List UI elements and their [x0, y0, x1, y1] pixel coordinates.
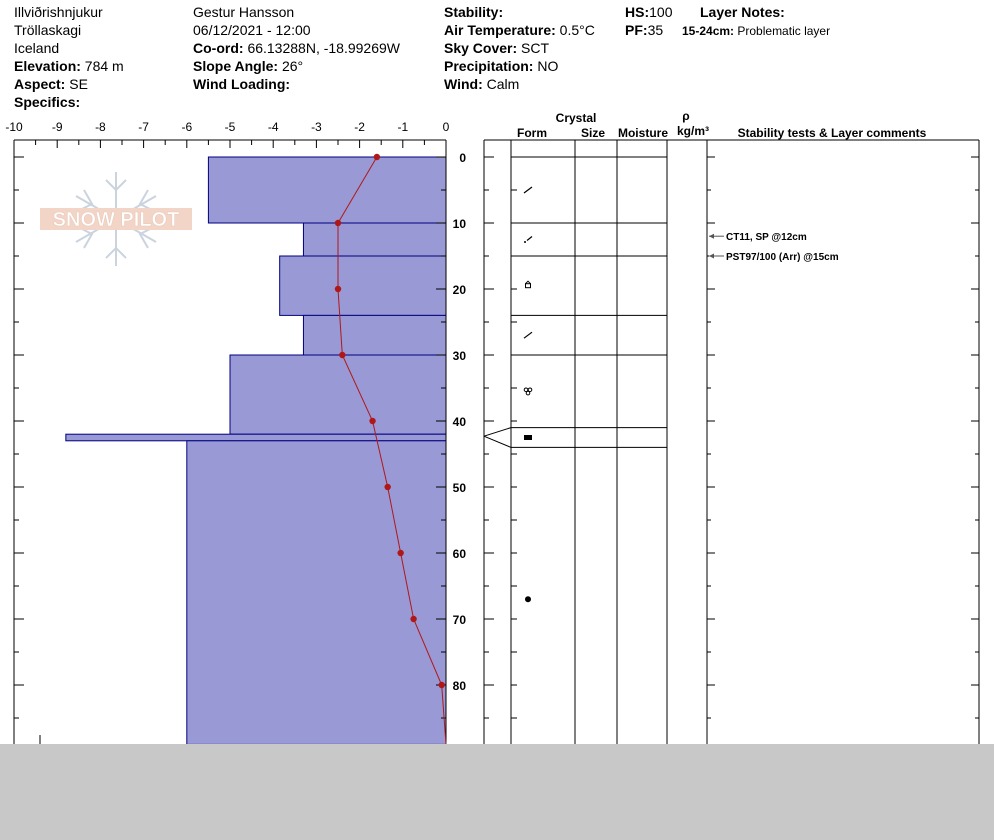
temperature-point — [335, 220, 341, 226]
layer-table — [484, 109, 979, 744]
comment-arrow-head — [709, 234, 714, 239]
region-name: Tröllaskagi — [14, 22, 82, 38]
depth-tick-label: 20 — [452, 283, 466, 297]
pf-value: 35 — [647, 22, 664, 38]
x-tick-label: -9 — [51, 120, 63, 134]
sky-cover-value: SCT — [521, 40, 550, 56]
temperature-point — [384, 484, 390, 490]
snow-pilot-logo — [40, 172, 192, 266]
slope-label: Slope Angle: — [193, 58, 279, 74]
hardness-bars — [66, 157, 446, 744]
depth-tick-label: 30 — [452, 349, 466, 363]
layer-map-line — [484, 428, 511, 437]
depth-tick-label: 40 — [452, 415, 466, 429]
specifics-label: Specifics: — [14, 94, 81, 110]
observer-name: Gestur Hansson — [193, 4, 295, 20]
moisture-header: Moisture — [617, 126, 669, 140]
depth-tick-label: 70 — [452, 613, 466, 627]
country-name: Iceland — [14, 40, 60, 56]
size-header: Size — [580, 126, 606, 140]
hs-value: 100 — [649, 4, 673, 20]
depth-tick-label: 50 — [452, 481, 466, 495]
temperature-point — [335, 286, 341, 292]
sky-cover-label: Sky Cover: — [444, 40, 518, 56]
decomposing-fragments-icon — [524, 187, 532, 193]
crystal-header: Crystal — [555, 111, 597, 125]
depth-tick-label: 60 — [452, 547, 466, 561]
melt-forms-icon — [525, 596, 531, 602]
logo-text: SNOW PILOT — [52, 209, 180, 231]
x-tick-label: -3 — [311, 120, 322, 134]
form-box — [526, 284, 531, 288]
air-temp-value: 0.5°C — [559, 22, 595, 38]
form-header: Form — [517, 126, 547, 140]
form-stroke — [524, 332, 532, 338]
density-unit-header: kg/m³ — [676, 124, 710, 138]
aspect-label: Aspect: — [14, 76, 66, 92]
stability-comment: CT11, SP @12cm — [726, 232, 807, 244]
form-ice — [524, 435, 532, 440]
hs-label: HS: — [625, 4, 650, 20]
temperature-point — [374, 154, 380, 160]
layer-note-range: 15-24cm: — [682, 24, 735, 38]
depth-tick-label: 80 — [452, 679, 466, 693]
stability-comment: PST97/100 (Arr) @15cm — [726, 252, 839, 263]
x-tick-label: -1 — [397, 120, 409, 134]
wind-value: Calm — [486, 76, 520, 92]
x-tick-label: -10 — [5, 120, 23, 134]
wind-loading-label: Wind Loading: — [193, 76, 291, 92]
hardness-layer-bar — [187, 441, 446, 744]
rounded-grains-icon — [524, 388, 532, 395]
faceted-crystal-icon — [526, 281, 531, 288]
pf-label: PF: — [625, 22, 648, 38]
x-tick-label: -2 — [354, 120, 365, 134]
rho-header: ρ — [682, 109, 690, 123]
form-stroke — [527, 237, 532, 241]
temperature-point — [438, 682, 444, 688]
x-tick-label: -4 — [267, 120, 279, 134]
hardness-layer-bar — [230, 355, 446, 434]
coord-label: Co-ord: — [193, 40, 244, 56]
x-tick-label: -7 — [138, 120, 149, 134]
hardness-layer-bar — [303, 315, 446, 355]
air-temp-label: Air Temperature: — [444, 22, 556, 38]
form-stroke — [524, 187, 532, 193]
aspect-value: SE — [69, 76, 88, 92]
precipitation-value: NO — [537, 58, 559, 74]
location-name: Illviðrishnjukur — [14, 4, 103, 20]
x-tick-label: -6 — [181, 120, 193, 134]
x-tick-label: 0 — [442, 120, 450, 134]
slope-value: 26° — [281, 58, 304, 74]
depth-tick-label: 0 — [459, 151, 466, 165]
temperature-point — [410, 616, 416, 622]
temperature-point — [339, 352, 345, 358]
x-tick-label: -5 — [224, 120, 236, 134]
observation-datetime: 06/12/2021 - 12:00 — [193, 22, 311, 38]
stability-label: Stability: — [444, 4, 504, 20]
temperature-point — [369, 418, 375, 424]
elevation-value: 784 m — [84, 58, 124, 74]
form-grain — [526, 391, 530, 395]
decomposing-fragments-dotted-icon — [524, 237, 532, 244]
hardness-layer-bar — [303, 223, 446, 256]
ice-layer-icon — [524, 435, 532, 440]
x-tick-label: -8 — [95, 120, 106, 134]
hardness-layer-bar — [280, 256, 446, 315]
temperature-point — [397, 550, 403, 556]
wind-label: Wind: — [444, 76, 483, 92]
comment-arrow-head — [709, 254, 714, 259]
comments-header: Stability tests & Layer comments — [737, 126, 927, 140]
layer-note-text: Problematic layer — [737, 24, 831, 38]
hardness-layer-bar — [208, 157, 446, 223]
depth-tick-label: 10 — [452, 217, 466, 231]
layer-map-line — [484, 436, 511, 447]
elevation-label: Elevation: — [14, 58, 81, 74]
coord-value: 66.13288N, -18.99269W — [247, 40, 400, 56]
decomposing-fragments-icon — [524, 332, 532, 338]
form-dot — [524, 241, 526, 243]
precipitation-label: Precipitation: — [444, 58, 534, 74]
hardness-layer-bar — [66, 434, 446, 441]
form-melt — [525, 596, 531, 602]
layer-notes-label: Layer Notes: — [700, 4, 785, 20]
